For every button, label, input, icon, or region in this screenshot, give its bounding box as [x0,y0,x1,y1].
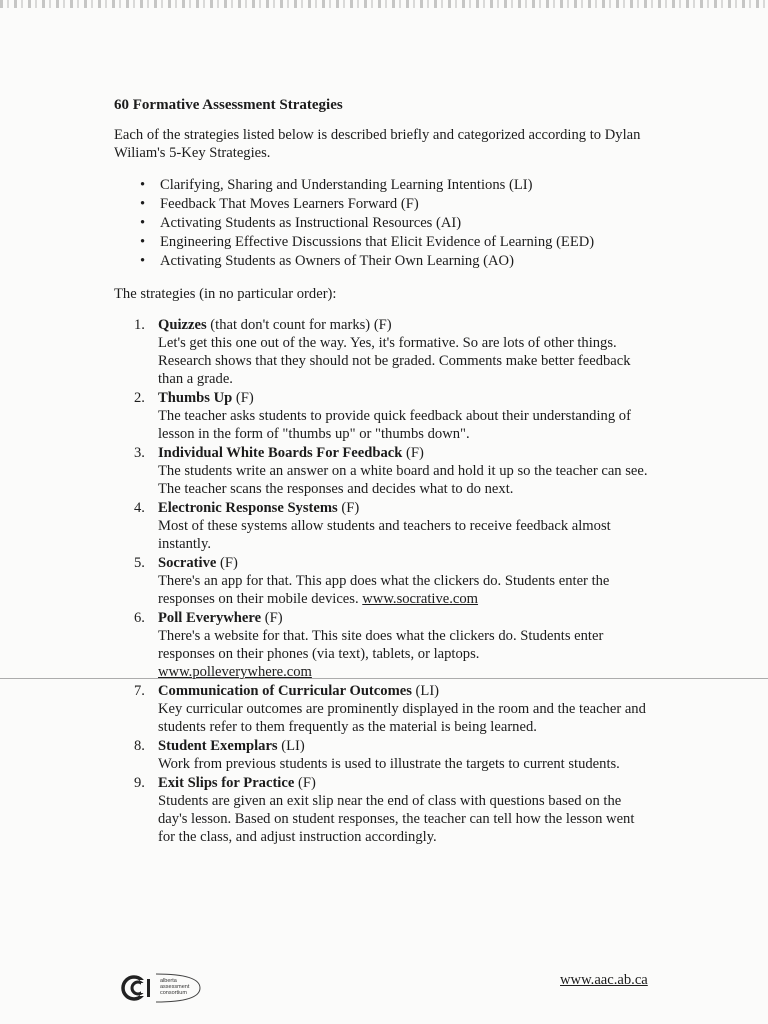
strategy-number: 9. [134,775,145,791]
strategy-item [114,682,654,736]
socrative-link[interactable]: www.socrative.com [362,591,479,607]
strategy-number: 8. [134,738,145,754]
strategy-description: The students write an answer on a white board and hold it up so the teacher can see. The teacher scans the responses and decides what to do next. [158,463,648,497]
scan-edge-artifact [0,0,768,8]
strategy-name: Socrative [158,555,217,571]
strategy-item [114,737,654,773]
strategy-item [114,499,654,553]
list-item: • Feedback That Moves Learners Forward (F) [140,195,654,213]
strategy-description: There's a website for that. This site does what the clickers do. Students enter responses on their phones (via text), tablets, or laptops. [158,628,604,662]
strategy-tag: (F) [261,610,283,626]
strategy-name: Individual White Boards For Feedback [158,445,403,461]
strategy-item [114,444,654,498]
list-item: • Activating Students as Owners of Their Own Learning (AO) [140,252,654,270]
strategy-description: Students are given an exit slip near the end of class with questions based on the day's lesson. Based on student responses, the teacher can tell how the lesson went for the class, and adjust instruction accordingly. [158,793,635,845]
strategy-name: Poll Everywhere [158,610,262,626]
strategy-name: Communication of Curricular Outcomes [158,683,412,699]
strategy-number: 3. [134,445,145,461]
strategy-number: 2. [134,390,145,406]
list-item: • Engineering Effective Discussions that Elicit Evidence of Learning (EED) [140,233,654,251]
strategy-name: Quizzes [158,317,207,333]
strategy-item [114,554,654,608]
strategy-description: Let's get this one out of the way. Yes, it's formative. So are lots of other things. Research shows that they should not be graded. Comments make better feedback than a grade. [158,335,631,387]
strategy-description [158,572,654,608]
strategy-tag: (LI) [277,738,305,754]
strategy-item [114,389,654,443]
strategy-description: Work from previous students is used to illustrate the targets to current students. [158,756,620,772]
logo-line: alberta [160,978,177,984]
strategy-name: Exit Slips for Practice [158,775,295,791]
strategy-description: The teacher asks students to provide quick feedback about their understanding of lesson in the form of "thumbs up" or "thumbs down". [158,408,631,442]
strategy-number: 4. [134,500,145,516]
strategy-number: 7. [134,683,145,699]
footer-website-link[interactable]: www.aac.ab.ca [560,972,648,988]
strategy-number: 1. [134,317,145,333]
document-title: 60 Formative Assessment Strategies [114,97,343,113]
strategy-number: 5. [134,555,145,571]
strategy-item [114,774,654,846]
strategy-item [114,609,654,681]
strategies-intro: The strategies (in no particular order): [114,286,337,302]
strategy-name: Electronic Response Systems [158,500,338,516]
logo-line: assessment [160,984,190,990]
document-page [114,96,654,847]
logo-line: consortium [160,990,187,996]
strategy-tag: (F) [294,775,316,791]
strategy-tag: (F) [232,390,254,406]
intro-paragraph: Each of the strategies listed below is described briefly and categorized according to Dylan Wiliam's 5-Key Strategies. [114,127,641,161]
strategy-name: Student Exemplars [158,738,278,754]
strategy-tag: (that don't count for marks) (F) [206,317,392,333]
strategy-description: Most of these systems allow students and teachers to receive feedback almost instantly. [158,518,611,552]
strategy-tag: (F) [216,555,238,571]
key-strategies-list [114,176,654,270]
strategy-tag: (LI) [411,683,440,699]
strategy-item [114,316,654,388]
logo-text [160,978,189,996]
strategy-tag: (F) [337,500,360,516]
strategies-list [114,316,654,846]
strategy-description: Key curricular outcomes are prominently displayed in the room and the teacher and students refer to them frequently as the material is being learned. [158,701,646,735]
strategy-name: Thumbs Up [158,390,233,406]
polleverywhere-link[interactable]: www.polleverywhere.com [158,664,312,680]
strategy-description-text: There's an app for that. This app does what the clickers do. Students enter the responses on their mobile devices. [158,573,610,607]
strategy-number: 6. [134,610,145,626]
list-item: • Clarifying, Sharing and Understanding Learning Intentions (LI) [140,176,654,194]
list-item: • Activating Students as Instructional Resources (AI) [140,214,654,232]
strategy-tag: (F) [402,445,424,461]
